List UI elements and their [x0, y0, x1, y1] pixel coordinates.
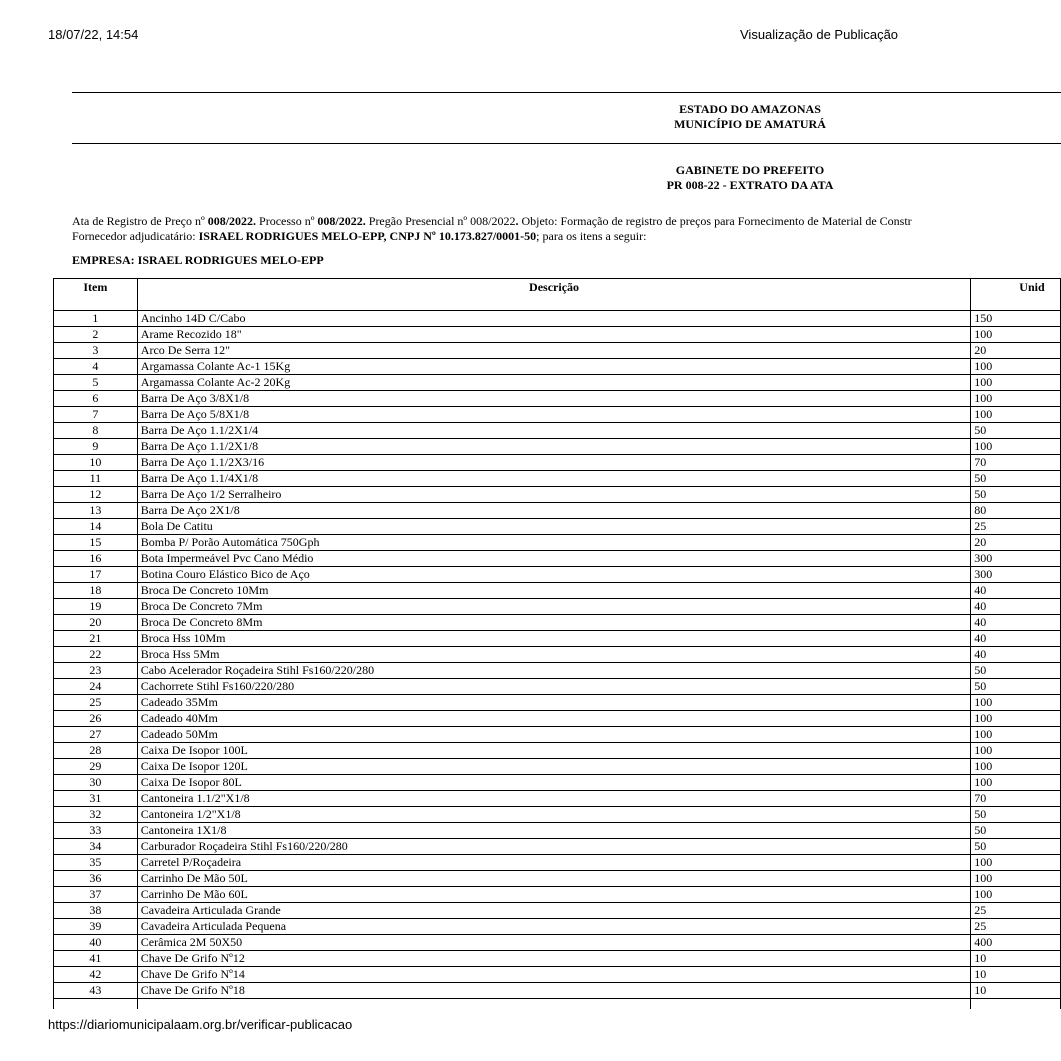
item-quantity: 100	[971, 391, 1061, 407]
item-description: Cerâmica 2M 50X50	[137, 935, 970, 951]
item-description: Bomba P/ Porão Automática 750Gph	[137, 535, 970, 551]
table-row	[54, 535, 1061, 551]
item-description: Broca De Concreto 10Mm	[137, 583, 970, 599]
table-row	[54, 967, 1061, 983]
item-number: 11	[54, 471, 138, 487]
item-number: 8	[54, 423, 138, 439]
table-row	[54, 647, 1061, 663]
table-row	[54, 727, 1061, 743]
item-quantity: 10	[971, 967, 1061, 983]
item-quantity: 100	[971, 359, 1061, 375]
table-row	[54, 935, 1061, 951]
item-description: Broca Hss 5Mm	[137, 647, 970, 663]
document-title: PR 008-22 - EXTRATO DA ATA	[666, 178, 834, 192]
table-row	[54, 855, 1061, 871]
supplier-name: ISRAEL RODRIGUES MELO-EPP, CNPJ Nº 10.173.827/0001-50	[198, 229, 537, 243]
item-number: 35	[54, 855, 138, 871]
item-quantity: 50	[971, 679, 1061, 695]
column-header-item: Item	[54, 279, 138, 311]
item-description: Carrinho De Mão 50L	[137, 871, 970, 887]
item-number: 38	[54, 903, 138, 919]
table-row	[54, 759, 1061, 775]
item-quantity: 80	[971, 503, 1061, 519]
item-number: 6	[54, 391, 138, 407]
table-row	[54, 919, 1061, 935]
table-row	[54, 807, 1061, 823]
header-divider	[72, 143, 1061, 144]
item-number: 43	[54, 983, 138, 999]
item-description: Cadeado 50Mm	[137, 727, 970, 743]
print-page-title: Visualização de Publicação	[740, 27, 899, 42]
item-quantity: 70	[971, 455, 1061, 471]
item-description: Cantoneira 1.1/2"X1/8	[137, 791, 970, 807]
table-row	[54, 471, 1061, 487]
item-number: 30	[54, 775, 138, 791]
table-row	[54, 695, 1061, 711]
item-description: Caixa De Isopor 80L	[137, 775, 970, 791]
item-number: 5	[54, 375, 138, 391]
item-number: 22	[54, 647, 138, 663]
item-description: Cabo Acelerador Roçadeira Stihl Fs160/220/280	[137, 663, 970, 679]
table-row	[54, 679, 1061, 695]
intro-line-2	[72, 229, 1061, 244]
table-row	[54, 359, 1061, 375]
item-description: Barra De Aço 1.1/2X3/16	[137, 455, 970, 471]
item-quantity: 300	[971, 551, 1061, 567]
item-number: 37	[54, 887, 138, 903]
empty-cell	[971, 999, 1061, 1010]
item-quantity: 100	[971, 759, 1061, 775]
item-description: Cachorrete Stihl Fs160/220/280	[137, 679, 970, 695]
table-row	[54, 311, 1061, 327]
document-header	[650, 102, 850, 132]
item-description: Barra De Aço 2X1/8	[137, 503, 970, 519]
column-header-unid: Unid	[971, 279, 1061, 311]
item-quantity: 40	[971, 599, 1061, 615]
table-row	[54, 503, 1061, 519]
item-quantity: 300	[971, 567, 1061, 583]
footer-url: https://diariomunicipalaam.org.br/verificar-publicacao	[48, 1017, 353, 1032]
item-quantity: 400	[971, 935, 1061, 951]
item-number: 17	[54, 567, 138, 583]
table-row	[54, 823, 1061, 839]
item-number: 39	[54, 919, 138, 935]
item-description: Argamassa Colante Ac-2 20Kg	[137, 375, 970, 391]
item-quantity: 100	[971, 375, 1061, 391]
item-description: Barra De Aço 1.1/2X1/4	[137, 423, 970, 439]
item-description: Botina Couro Elástico Bico de Aço	[137, 567, 970, 583]
item-number: 24	[54, 679, 138, 695]
processo-number: 008/2022.	[317, 214, 366, 228]
item-number: 15	[54, 535, 138, 551]
item-number: 1	[54, 311, 138, 327]
item-number: 18	[54, 583, 138, 599]
item-quantity: 100	[971, 743, 1061, 759]
item-quantity: 10	[971, 983, 1061, 999]
item-description: Bola De Catitu	[137, 519, 970, 535]
top-divider	[72, 92, 1061, 93]
item-number: 2	[54, 327, 138, 343]
table-row	[54, 375, 1061, 391]
item-number: 27	[54, 727, 138, 743]
item-description: Broca Hss 10Mm	[137, 631, 970, 647]
item-number: 23	[54, 663, 138, 679]
item-number: 7	[54, 407, 138, 423]
item-number: 19	[54, 599, 138, 615]
item-number: 3	[54, 343, 138, 359]
item-number: 16	[54, 551, 138, 567]
state-name: ESTADO DO AMAZONAS	[679, 102, 821, 116]
item-number: 26	[54, 711, 138, 727]
item-number: 33	[54, 823, 138, 839]
item-description: Cantoneira 1/2"X1/8	[137, 807, 970, 823]
item-quantity: 25	[971, 519, 1061, 535]
municipality-name: MUNICÍPIO DE AMATURÁ	[674, 117, 826, 131]
item-description: Carretel P/Roçadeira	[137, 855, 970, 871]
item-number: 13	[54, 503, 138, 519]
table-row	[54, 615, 1061, 631]
table-row	[54, 871, 1061, 887]
office-name: GABINETE DO PREFEITO	[675, 163, 825, 177]
item-description: Caixa De Isopor 100L	[137, 743, 970, 759]
item-description: Caixa De Isopor 120L	[137, 759, 970, 775]
intro-text: Processo nº	[256, 214, 318, 228]
table-row	[54, 519, 1061, 535]
intro-line-1	[72, 214, 1061, 229]
item-quantity: 50	[971, 807, 1061, 823]
item-description: Barra De Aço 1.1/4X1/8	[137, 471, 970, 487]
item-quantity: 20	[971, 343, 1061, 359]
item-quantity: 100	[971, 871, 1061, 887]
item-number: 20	[54, 615, 138, 631]
item-description: Cantoneira 1X1/8	[137, 823, 970, 839]
item-number: 34	[54, 839, 138, 855]
item-description: Ancinho 14D C/Cabo	[137, 311, 970, 327]
item-description: Broca De Concreto 8Mm	[137, 615, 970, 631]
item-description: Chave De Grifo Nº14	[137, 967, 970, 983]
table-row	[54, 791, 1061, 807]
table-row	[54, 599, 1061, 615]
intro-text: ; para os itens a seguir:	[536, 229, 647, 243]
intro-paragraph	[72, 214, 1061, 244]
item-number: 9	[54, 439, 138, 455]
item-number: 29	[54, 759, 138, 775]
item-number: 12	[54, 487, 138, 503]
item-quantity: 50	[971, 839, 1061, 855]
intro-text: Fornecedor adjudicatário:	[72, 229, 199, 243]
item-description: Argamassa Colante Ac-1 15Kg	[137, 359, 970, 375]
table-row	[54, 743, 1061, 759]
item-quantity: 10	[971, 951, 1061, 967]
item-description: Cadeado 40Mm	[137, 711, 970, 727]
item-number: 41	[54, 951, 138, 967]
item-quantity: 100	[971, 727, 1061, 743]
item-number: 21	[54, 631, 138, 647]
item-quantity: 100	[971, 439, 1061, 455]
table-row	[54, 631, 1061, 647]
table-row	[54, 343, 1061, 359]
item-quantity: 100	[971, 695, 1061, 711]
table-row	[54, 567, 1061, 583]
item-quantity: 50	[971, 487, 1061, 503]
item-quantity: 100	[971, 855, 1061, 871]
table-row	[54, 903, 1061, 919]
item-quantity: 100	[971, 407, 1061, 423]
item-quantity: 100	[971, 327, 1061, 343]
item-quantity: 100	[971, 775, 1061, 791]
item-quantity: 40	[971, 615, 1061, 631]
item-description: Arame Recozido 18"	[137, 327, 970, 343]
item-description: Cavadeira Articulada Grande	[137, 903, 970, 919]
item-description: Bota Impermeável Pvc Cano Médio	[137, 551, 970, 567]
table-row	[54, 439, 1061, 455]
item-quantity: 70	[971, 791, 1061, 807]
item-number: 28	[54, 743, 138, 759]
item-quantity: 20	[971, 535, 1061, 551]
item-description: Barra De Aço 5/8X1/8	[137, 407, 970, 423]
item-quantity: 150	[971, 311, 1061, 327]
intro-text: Ata de Registro de Preço nº	[72, 214, 208, 228]
item-description: Barra De Aço 3/8X1/8	[137, 391, 970, 407]
item-number: 36	[54, 871, 138, 887]
intro-punct: .	[515, 214, 519, 228]
item-description: Arco De Serra 12"	[137, 343, 970, 359]
item-quantity: 100	[971, 887, 1061, 903]
item-number: 4	[54, 359, 138, 375]
item-quantity: 40	[971, 647, 1061, 663]
item-number: 10	[54, 455, 138, 471]
item-quantity: 50	[971, 823, 1061, 839]
item-description: Chave De Grifo Nº18	[137, 983, 970, 999]
table-row	[54, 775, 1061, 791]
table-row	[54, 951, 1061, 967]
table-row	[54, 391, 1061, 407]
item-description: Chave De Grifo Nº12	[137, 951, 970, 967]
item-number: 31	[54, 791, 138, 807]
table-row	[54, 839, 1061, 855]
table-row	[54, 551, 1061, 567]
item-quantity: 50	[971, 471, 1061, 487]
item-description: Cadeado 35Mm	[137, 695, 970, 711]
item-description: Cavadeira Articulada Pequena	[137, 919, 970, 935]
table-row	[54, 711, 1061, 727]
item-description: Carburador Roçadeira Stihl Fs160/220/280	[137, 839, 970, 855]
item-quantity: 50	[971, 423, 1061, 439]
intro-text: Objeto: Formação de registro de preços para Fornecimento de Material de Constr	[518, 214, 912, 228]
table-row	[54, 407, 1061, 423]
office-header	[650, 163, 850, 193]
table-row	[54, 487, 1061, 503]
item-description: Broca De Concreto 7Mm	[137, 599, 970, 615]
table-row	[54, 455, 1061, 471]
table-row	[54, 327, 1061, 343]
item-number: 25	[54, 695, 138, 711]
table-row	[54, 423, 1061, 439]
item-number: 40	[54, 935, 138, 951]
table-row	[54, 583, 1061, 599]
company-heading: EMPRESA: ISRAEL RODRIGUES MELO-EPP	[72, 253, 324, 267]
item-quantity: 40	[971, 583, 1061, 599]
item-number: 32	[54, 807, 138, 823]
item-number: 42	[54, 967, 138, 983]
table-header-row	[54, 279, 1061, 311]
table-row	[54, 663, 1061, 679]
item-description: Barra De Aço 1/2 Serralheiro	[137, 487, 970, 503]
item-quantity: 50	[971, 663, 1061, 679]
intro-text: Pregão Presencial nº 008/2022	[365, 214, 516, 228]
empty-cell	[54, 999, 138, 1010]
items-table	[53, 278, 1061, 1009]
table-continuation-row	[54, 999, 1061, 1010]
column-header-descricao: Descrição	[137, 279, 970, 311]
item-quantity: 25	[971, 919, 1061, 935]
ata-number: 008/2022.	[207, 214, 257, 228]
item-number: 14	[54, 519, 138, 535]
table-row	[54, 983, 1061, 999]
empty-cell	[137, 999, 970, 1010]
table-body	[54, 311, 1061, 1010]
item-description: Barra De Aço 1.1/2X1/8	[137, 439, 970, 455]
item-quantity: 100	[971, 711, 1061, 727]
item-quantity: 25	[971, 903, 1061, 919]
item-description: Carrinho De Mão 60L	[137, 887, 970, 903]
print-datetime: 18/07/22, 14:54	[48, 27, 139, 42]
item-quantity: 40	[971, 631, 1061, 647]
table-row	[54, 887, 1061, 903]
